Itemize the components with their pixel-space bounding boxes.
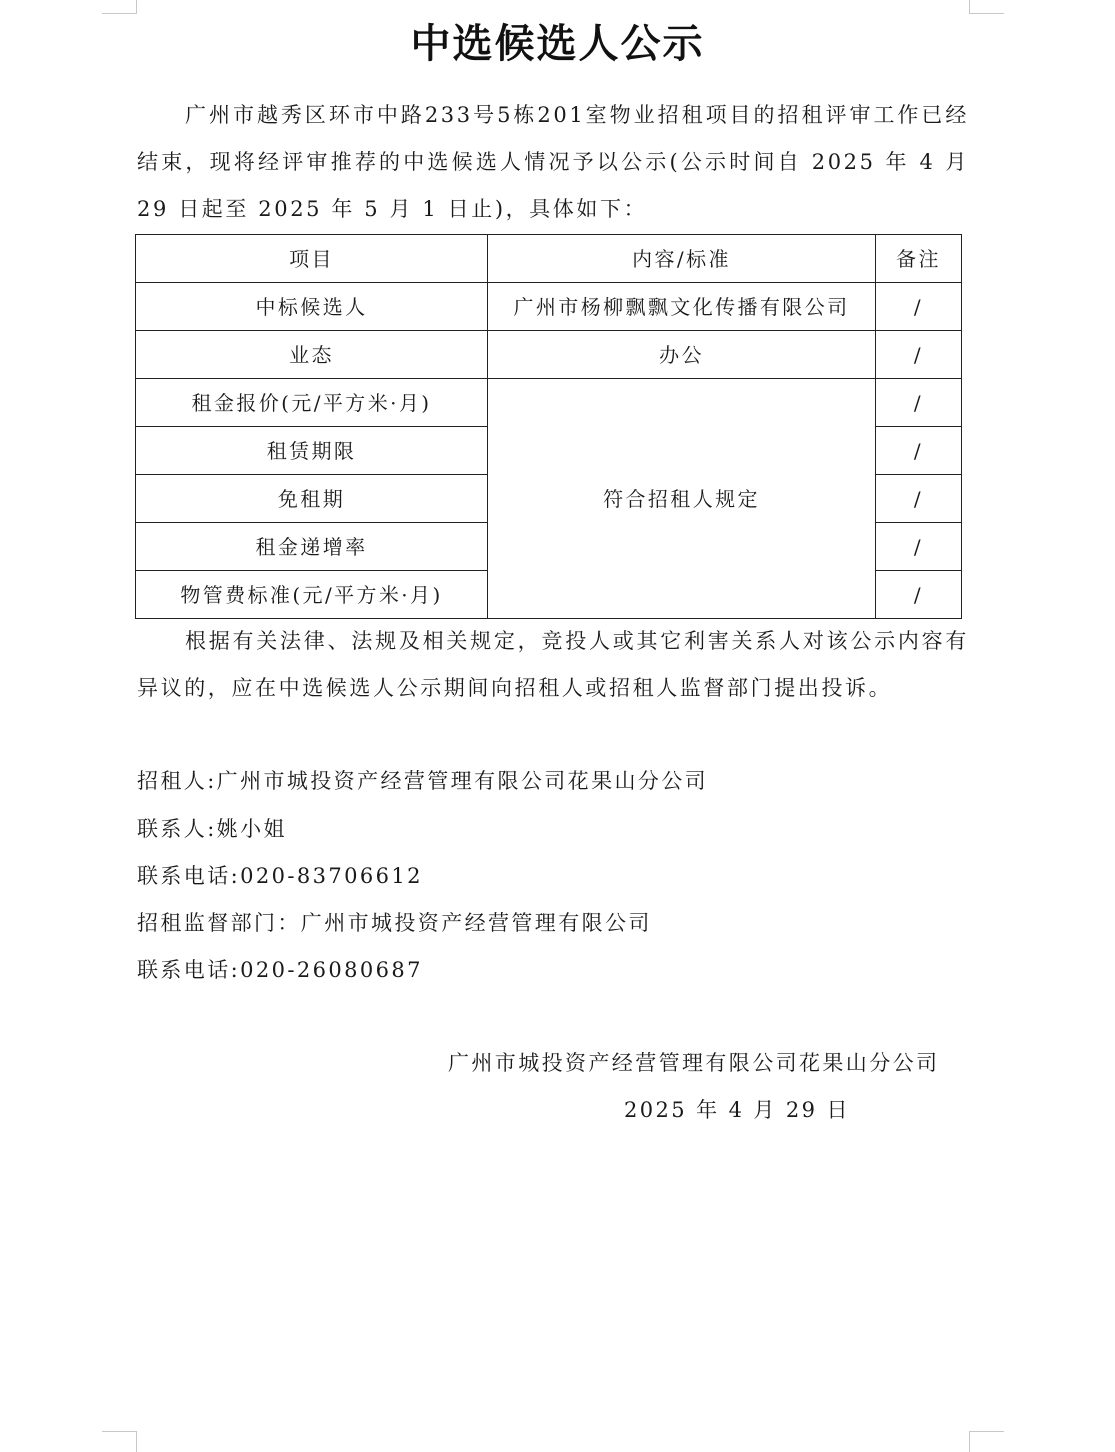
supervisor-line: 招租监督部门：广州市城投资产经营管理有限公司: [137, 911, 652, 935]
row-item-cell: 业态: [136, 331, 488, 379]
row-note-cell: /: [876, 331, 962, 379]
phone-line-2: 联系电话:020-26080687: [137, 958, 423, 982]
corner-mark-bottom-right: [969, 1431, 1004, 1452]
header-cell-content: 内容/标准: [488, 235, 876, 283]
table-header-row: [136, 235, 962, 283]
row-item-cell: 租金递增率: [136, 523, 488, 571]
complaint-notice-paragraph: 根据有关法律、法规及相关规定，竞投人或其它利害关系人对该公示内容有异议的，应在中选候选人公示期间向招租人或招租人监督部门提出投诉。: [137, 629, 969, 700]
corner-mark-top-right: [969, 0, 1004, 14]
row-note-cell: /: [876, 475, 962, 523]
row-content-cell: 办公: [488, 331, 876, 379]
header-cell-note: 备注: [876, 235, 962, 283]
row-note-cell: /: [876, 283, 962, 331]
signature-company: 广州市城投资产经营管理有限公司花果山分公司: [448, 1051, 940, 1075]
row-note-cell: /: [876, 523, 962, 571]
row-note-cell: /: [876, 427, 962, 475]
candidate-table: [135, 234, 962, 619]
lessor-line: 招租人:广州市城投资产经营管理有限公司花果山分公司: [137, 769, 709, 793]
phone-line-1: 联系电话:020-83706612: [137, 864, 423, 888]
table-row: [136, 283, 962, 331]
corner-mark-bottom-left: [102, 1431, 137, 1452]
signature-date: 2025 年 4 月 29 日: [624, 1098, 850, 1122]
corner-mark-top-left: [102, 0, 137, 14]
table-row: [136, 379, 962, 427]
row-item-cell: 租金报价(元/平方米·月): [136, 379, 488, 427]
row-item-cell: 免租期: [136, 475, 488, 523]
row-note-cell: /: [876, 379, 962, 427]
row-item-cell: 租赁期限: [136, 427, 488, 475]
table-row: [136, 331, 962, 379]
page-title: 中选候选人公示: [410, 20, 705, 67]
contact-person-line: 联系人:姚小姐: [137, 817, 287, 841]
row-content-cell: 广州市杨柳飘飘文化传播有限公司: [488, 283, 876, 331]
merged-content-cell: 符合招租人规定: [488, 379, 876, 619]
header-cell-item: 项目: [136, 235, 488, 283]
row-item-cell: 中标候选人: [136, 283, 488, 331]
row-note-cell: /: [876, 571, 962, 619]
intro-paragraph: 广州市越秀区环市中路233号5栋201室物业招租项目的招租评审工作已经结束，现将经评审推荐的中选候选人情况予以公示(公示时间自 2025 年 4 月 29 日起至 2025 年 5 月 1 日止)，具体如下：: [137, 103, 969, 221]
row-item-cell: 物管费标准(元/平方米·月): [136, 571, 488, 619]
